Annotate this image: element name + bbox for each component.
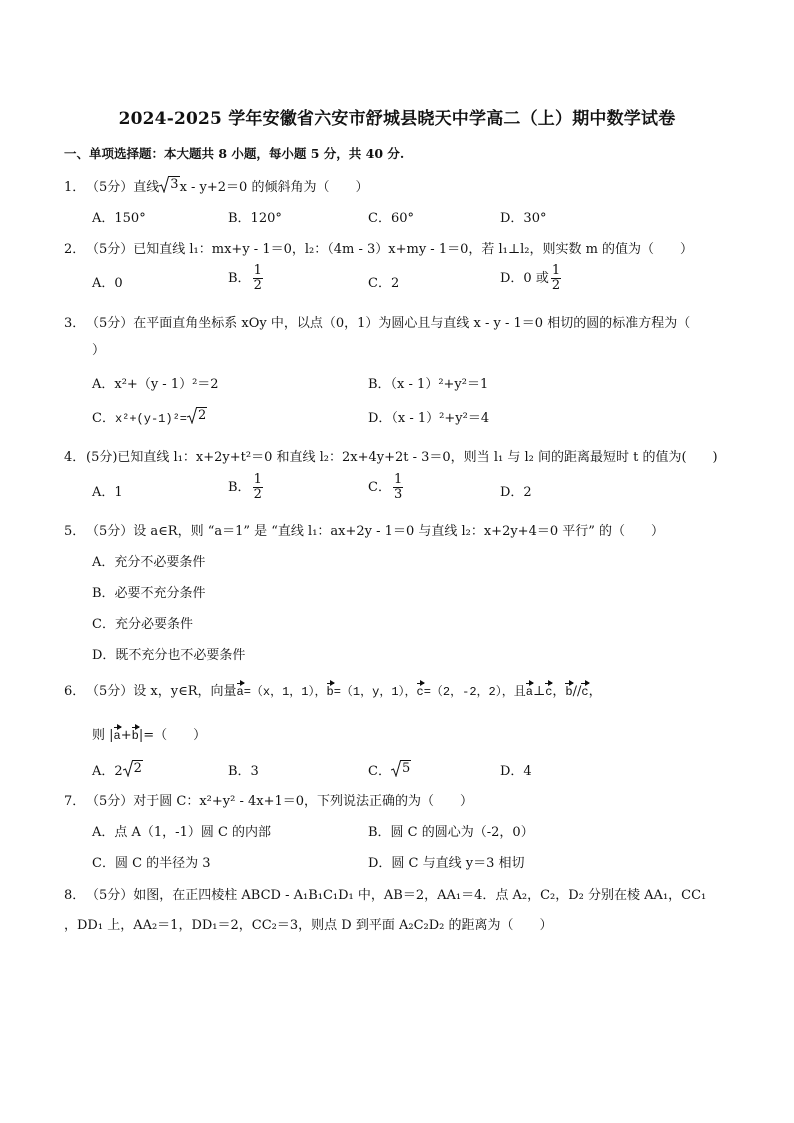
question-number: 7． (64, 794, 86, 809)
q4-option-d: D．2 (500, 485, 532, 500)
denominator: 3 (393, 487, 403, 502)
sqrt-expression (123, 760, 143, 777)
option-label: D．0 或 (500, 271, 549, 286)
question-text-cont: |=（ ） (138, 728, 207, 743)
question-number: 4． (64, 450, 86, 465)
question-7 (64, 790, 473, 809)
numerator: 1 (393, 472, 403, 487)
q2-option-c: C．2 (368, 276, 400, 291)
separator: ， (588, 684, 602, 699)
question-4 (64, 446, 718, 465)
question-text: （5分）设 a∈R，则 “a＝1” 是 “直线 l₁：ax+2y - 1＝0 与直线 l₂：x+2y+4＝0 平行” 的（ ） (86, 524, 665, 539)
fraction (551, 264, 561, 293)
question-number: 1． (64, 180, 86, 195)
numerator: 1 (253, 472, 262, 487)
radicand: 2 (197, 408, 207, 423)
option-label: C． (368, 480, 391, 495)
section-heading: 一、单项选择题：本大题共 8 小题，每小题 5 分，共 40 分. (64, 146, 405, 161)
separator: ， (552, 684, 566, 699)
parallel-symbol: // (572, 684, 582, 699)
radical-sign-icon (187, 407, 197, 424)
vector-c: c (417, 682, 424, 699)
q1-option-a: A．150° (92, 211, 146, 226)
option-label: C． (368, 764, 391, 779)
radical-sign-icon (123, 760, 133, 777)
radical-sign-icon (391, 760, 401, 777)
q1-option-c: C．60° (368, 211, 414, 226)
radicand: 5 (401, 761, 411, 776)
question-8 (64, 884, 706, 903)
q2-option-b (228, 264, 265, 293)
perpendicular-symbol: ⊥ (532, 684, 546, 699)
denominator: 2 (253, 487, 262, 502)
question-text: （5分）如图，在正四棱柱 ABCD - A₁B₁C₁D₁ 中，AB＝2，AA₁＝4．点 A₂，C₂，D₂ 分别在棱 AA₁，CC₁ (86, 888, 707, 903)
vector-a: a (526, 682, 533, 699)
question-text-cont: x - y+2＝0 的倾斜角为（ ） (179, 180, 369, 195)
exam-title: 2024-2025 学年安徽省六安市舒城县晓天中学高二（上）期中数学试卷 (118, 109, 676, 129)
radicand: 3 (170, 177, 179, 192)
denominator: 2 (551, 278, 561, 293)
option-label: A．2 (92, 764, 123, 779)
question-text: （5分）对于圆 C：x²+y² - 4x+1＝0，下列说法正确的为（ ） (86, 794, 474, 809)
question-text: （5分）在平面直角坐标系 xOy 中，以点（0，1）为圆心且与直线 x - y - 1＝0 相切的圆的标准方程为（ (86, 316, 691, 331)
question-6 (64, 680, 602, 699)
q6-option-c (368, 760, 411, 779)
q3-option-c (92, 407, 207, 426)
question-text: (5分)已知直线 l₁：x+2y+t²＝0 和直线 l₂：2x+4y+2t - 3＝0，则当 l₁ 与 l₂ 间的距离最短时 t 的值为( ) (86, 450, 718, 465)
q7-option-c: C．圆 C 的半径为 3 (92, 856, 211, 871)
vector-c: c (545, 682, 552, 699)
q6-option-d: D．4 (500, 764, 532, 779)
sqrt-expression (187, 407, 207, 424)
numerator: 1 (551, 263, 561, 278)
q4-option-b (228, 473, 265, 502)
question-8-line-2: ，DD₁ 上，AA₂＝1，DD₁＝2，CC₂＝3，则点 D 到平面 A₂C₂D₂ 的距离为（ ） (64, 918, 553, 933)
q5-option-c: C．充分必要条件 (92, 617, 193, 632)
radical-sign-icon (159, 176, 169, 193)
option-formula: x²+(y-1)²= (114, 412, 187, 426)
question-number: 8． (64, 888, 86, 903)
numerator: 1 (253, 263, 262, 278)
radicand: 2 (133, 761, 142, 776)
fraction (253, 264, 263, 293)
question-number: 3． (64, 316, 86, 331)
q7-option-a: A．点 A（1，-1）圆 C 的内部 (92, 825, 272, 840)
q4-option-a: A．1 (92, 485, 123, 500)
vector-a-value: =（x，1，1）， (243, 685, 327, 699)
question-number: 6． (64, 684, 86, 699)
question-6-line-2 (92, 724, 206, 743)
q5-option-a: A．充分不必要条件 (92, 555, 206, 570)
question-number: 2． (64, 242, 86, 257)
vector-a: a (114, 726, 121, 743)
option-label: C． (92, 411, 115, 426)
q1-option-b: B．120° (228, 211, 282, 226)
q2-option-d (500, 264, 563, 293)
question-1 (64, 176, 368, 195)
question-text: （5分）已知直线 l₁：mx+y - 1＝0，l₂：（4m - 3）x+my - 1＝0，若 l₁⊥l₂，则实数 m 的值为（ ） (86, 242, 694, 257)
q7-option-d: D．圆 C 与直线 y＝3 相切 (368, 856, 525, 871)
denominator: 2 (253, 278, 262, 293)
q5-option-b: B．必要不充分条件 (92, 586, 206, 601)
q3-option-b: B．（x - 1）²+y²＝1 (368, 377, 489, 392)
fraction (253, 473, 263, 502)
q6-option-b: B．3 (228, 764, 259, 779)
q7-option-b: B．圆 C 的圆心为（-2，0） (368, 825, 534, 840)
question-5 (64, 520, 664, 539)
q2-option-a: A．0 (92, 276, 123, 291)
question-3-continuation: ） (92, 343, 106, 358)
question-text: （5分）设 x，y∈R，向量 (86, 684, 237, 699)
q5-option-d: D．既不充分也不必要条件 (92, 648, 246, 663)
option-label: B． (228, 271, 251, 286)
vector-b: b (132, 726, 139, 743)
q4-option-c (368, 473, 405, 502)
vector-a: a (237, 682, 244, 699)
vector-c: c (581, 682, 588, 699)
question-text: 则 | (92, 728, 114, 743)
option-label: B． (228, 480, 251, 495)
q1-option-d: D．30° (500, 211, 547, 226)
vector-c-value: =（2，-2，2），且 (423, 685, 526, 699)
vector-b-value: =（1，y，1）， (333, 685, 417, 699)
question-number: 5． (64, 524, 86, 539)
q6-option-a (92, 760, 143, 779)
sqrt-expression (159, 176, 179, 193)
q3-option-a: A．x²+（y - 1）²＝2 (92, 377, 219, 392)
plus-symbol: + (120, 728, 132, 743)
question-3 (64, 312, 690, 331)
sqrt-expression (391, 760, 411, 777)
vector-b: b (565, 682, 572, 699)
question-2 (64, 238, 693, 257)
q3-option-d: D．（x - 1）²+y²＝4 (368, 411, 490, 426)
fraction (393, 473, 403, 502)
question-text: （5分）直线 (86, 180, 160, 195)
vector-b: b (327, 682, 334, 699)
